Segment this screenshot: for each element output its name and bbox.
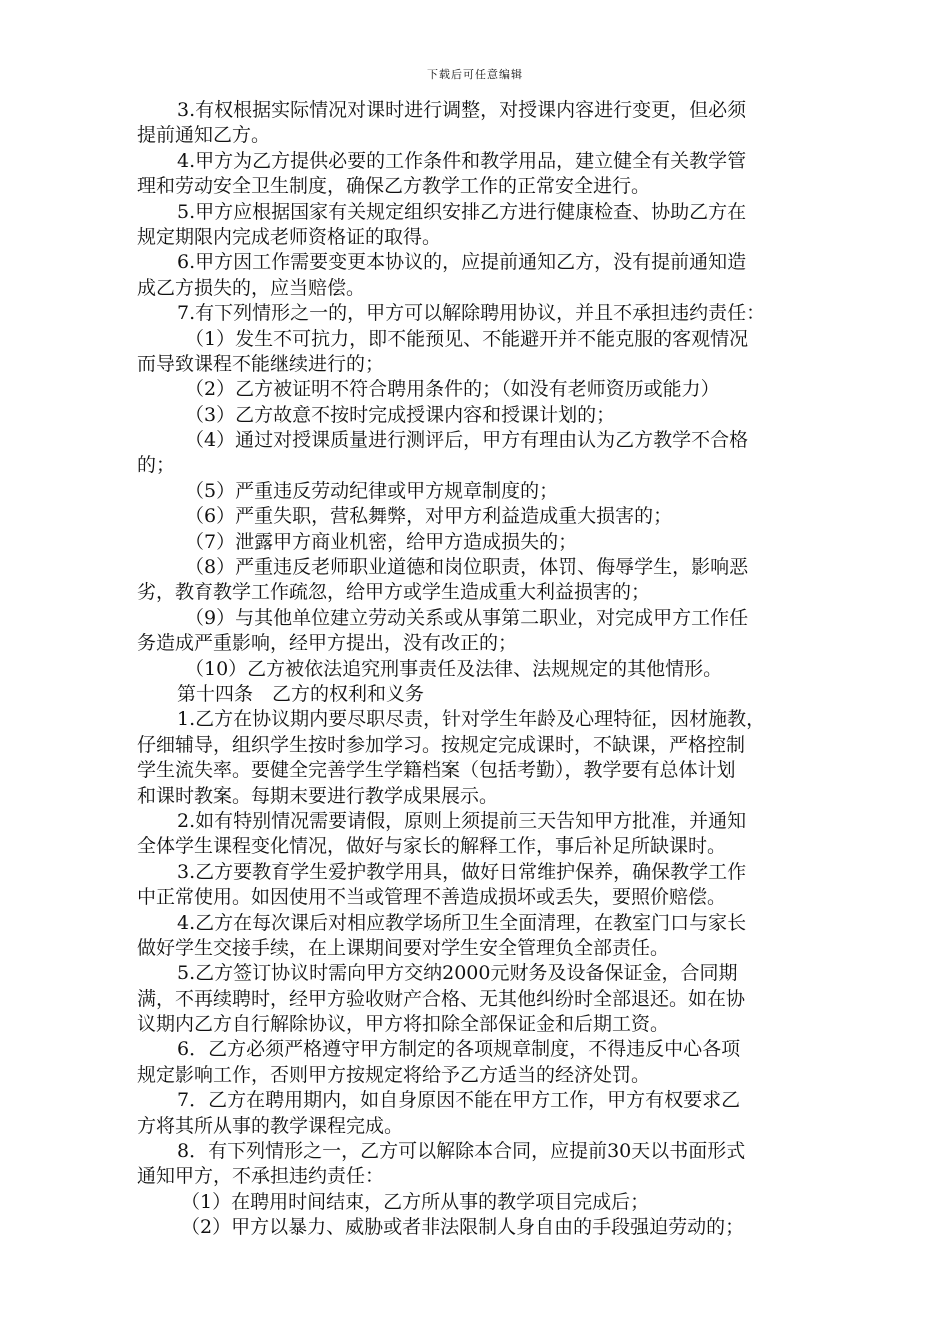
text-line: 劣，教育教学工作疏忽，给甲方或学生造成重大利益损害的； (137, 581, 651, 604)
text-line: （1）在聘用时间结束，乙方所从事的教学项目完成后； (181, 1190, 650, 1213)
text-line: （9）与其他单位建立劳动关系或从事第二职业，对完成甲方工作任 (185, 606, 749, 629)
text-line: 理和劳动安全卫生制度，确保乙方教学工作的正常安全进行。 (137, 175, 651, 198)
text-line: 4.甲方为乙方提供必要的工作条件和教学用品，建立健全有关教学管 (177, 149, 747, 172)
text-line: 7.有下列情形之一的，甲方可以解除聘用协议，并且不承担违约责任： (177, 302, 766, 325)
text-line: （5）严重违反劳动纪律或甲方规章制度的； (185, 479, 559, 502)
text-line: 6．乙方必须严格遵守甲方制定的各项规章制度，不得违反中心各项 (177, 1038, 741, 1061)
text-line: 成乙方损失的，应当赔偿。 (137, 276, 366, 299)
text-line: 务造成严重影响，经甲方提出，没有改正的； (137, 632, 518, 655)
text-line: （8）严重违反老师职业道德和岗位职责，体罚、侮辱学生，影响恶 (185, 556, 749, 579)
text-line: 1.乙方在协议期内要尽职尽责，针对学生年龄及心理特征，因材施教， (177, 708, 766, 731)
text-line: 方将其所从事的教学课程完成。 (137, 1114, 404, 1137)
text-line: 规定影响工作，否则甲方按规定将给予乙方适当的经济处罚。 (137, 1063, 651, 1086)
text-line: （3）乙方故意不按时完成授课内容和授课计划的； (185, 403, 616, 426)
text-line: （6）严重失职，营私舞弊，对甲方利益造成重大损害的； (185, 505, 673, 528)
text-line: 议期内乙方自行解除协议，甲方将扣除全部保证金和后期工资。 (137, 1013, 670, 1036)
text-line: 提前通知乙方。 (137, 124, 271, 147)
text-line: 6.甲方因工作需要变更本协议的，应提前通知乙方，没有提前通知造 (177, 251, 747, 274)
text-line: 3.乙方要教育学生爱护教学用具，做好日常维护保养，确保教学工作 (177, 860, 747, 883)
text-line: 和课时教案。每期末要进行教学成果展示。 (137, 784, 499, 807)
text-line: 第十四条 乙方的权利和义务 (177, 682, 425, 705)
text-line: （10）乙方被依法追究刑事责任及法律、法规规定的其他情形。 (185, 657, 723, 680)
text-line: 仔细辅导，组织学生按时参加学习。按规定完成课时，不缺课，严格控制 (137, 733, 746, 756)
page-header-note: 下载后可任意编辑 (427, 68, 523, 81)
text-line: 中正常使用。如因使用不当或管理不善造成损坏或丢失，要照价赔偿。 (137, 886, 727, 909)
text-line: 8．有下列情形之一，乙方可以解除本合同，应提前30天以书面形式 (177, 1140, 746, 1163)
text-line: 通知甲方，不承担违约责任： (137, 1165, 385, 1188)
text-line: 全体学生课程变化情况，做好与家长的解释工作，事后补足所缺课时。 (137, 835, 727, 858)
text-line: 规定期限内完成老师资格证的取得。 (137, 225, 442, 248)
text-line: 7．乙方在聘用期内，如自身原因不能在甲方工作，甲方有权要求乙 (177, 1089, 741, 1112)
text-line: （7）泄露甲方商业机密，给甲方造成损失的； (185, 530, 578, 553)
text-line: （4）通过对授课质量进行测评后，甲方有理由认为乙方教学不合格 (185, 429, 749, 452)
text-line: 而导致课程不能继续进行的； (137, 352, 385, 375)
document-body (137, 98, 853, 1241)
text-line: 4.乙方在每次课后对相应教学场所卫生全面清理，在教室门口与家长 (177, 911, 747, 934)
text-line: 满，不再续聘时，经甲方验收财产合格、无其他纠纷时全部退还。如在协 (137, 987, 746, 1010)
text-line: 2.如有特别情况需要请假，原则上须提前三天告知甲方批准，并通知 (177, 809, 747, 832)
text-line: （1）发生不可抗力，即不能预见、不能避开并不能克服的客观情况 (185, 327, 749, 350)
text-line: 的； (137, 454, 176, 477)
text-line: 做好学生交接手续，在上课期间要对学生安全管理负全部责任。 (137, 936, 670, 959)
text-line: 3.有权根据实际情况对课时进行调整，对授课内容进行变更，但必须 (177, 99, 747, 121)
text-line: （2）甲方以暴力、威胁或者非法限制人身自由的手段强迫劳动的； (181, 1216, 745, 1239)
text-line: 5.甲方应根据国家有关规定组织安排乙方进行健康检查、协助乙方在 (177, 200, 747, 223)
text-line: （2）乙方被证明不符合聘用条件的；（如没有老师资历或能力） (185, 378, 720, 401)
text-line: 学生流失率。要健全完善学生学籍档案（包括考勤），教学要有总体计划 (137, 759, 736, 782)
text-line: 5.乙方签订协议时需向甲方交纳2000元财务及设备保证金，合同期 (177, 962, 738, 985)
